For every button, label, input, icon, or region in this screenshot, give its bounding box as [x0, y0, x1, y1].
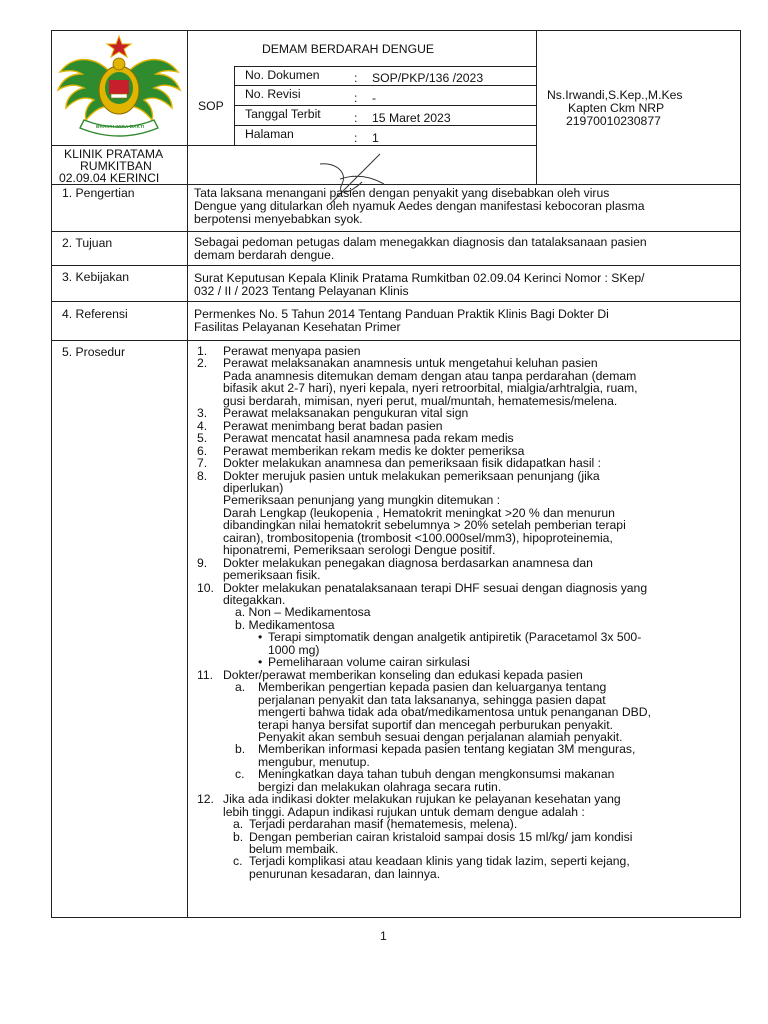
meta-label: No. Dokumen — [245, 68, 320, 82]
body-line: berpotensi menyebabkan syok. — [194, 212, 363, 226]
step-text: lebih tinggi. Adapun indikasi rujukan untuk demam dengue adalah : — [223, 804, 585, 819]
step-number: 7. — [197, 456, 208, 471]
body-line: demam berdarah dengue. — [194, 248, 335, 262]
body-line: Tata laksana menangani pasien dengan penyakit yang disebabkan oleh virus — [194, 186, 610, 200]
sub-step-text: Memberikan pengertian kepada pasien dan keluarganya tentang — [258, 680, 607, 695]
meta-sep: : — [354, 131, 358, 145]
body-line: 032 / II / 2023 Tentang Pelayanan Klinis — [194, 284, 409, 298]
step-number: 1. — [197, 344, 208, 358]
sop-label: SOP — [198, 99, 224, 113]
sub-step-text: Meningkatkan daya tahan tubuh dengan mengkonsumsi makanan — [258, 767, 615, 782]
step-text: Perawat memberikan rekam medis ke dokter pemeriksa — [223, 443, 525, 458]
sub-step-marker: b. — [235, 742, 246, 757]
body-line: Dengue yang ditularkan oleh nyamuk Aedes dengan manifestasi kebocoran plasma — [194, 199, 645, 213]
document-title: DEMAM BERDARAH DENGUE — [262, 42, 434, 56]
sub-step-text: mengubur, menutup. — [258, 754, 370, 769]
sub-step-marker: b. — [233, 829, 244, 844]
body-line: Sebagai pedoman petugas dalam menegakkan diagnosis dan tatalaksanaan pasien — [194, 235, 647, 249]
step-text: Dokter melakukan penatalaksanaan terapi DHF sesuai dengan diagnosis yang — [223, 580, 648, 595]
step-number: 9. — [197, 555, 208, 570]
clinic-logo — [54, 34, 184, 138]
step-text: Pada anamnesis ditemukan demam dengan atau tanpa perdarahan (demam — [223, 368, 637, 383]
sub-step-marker: a. — [233, 817, 244, 832]
step-number: 10. — [197, 580, 214, 595]
step-text: Jika ada indikasi dokter melakukan rujukan ke pelayanan kesehatan yang — [223, 792, 621, 807]
step-number: 4. — [197, 418, 208, 433]
signatory-nrp: 21970010230877 — [566, 114, 661, 128]
sub-step-text: bergizi dan melakukan olahraga secara rutin. — [258, 779, 502, 794]
signatory-rank: Kapten Ckm NRP — [568, 101, 665, 115]
sub-step-marker: a. — [235, 680, 246, 695]
step-number: 6. — [197, 443, 208, 458]
sub-step-marker: c. — [235, 767, 245, 782]
step-text: diperlukan) — [223, 480, 284, 495]
sub-step-text: mengerti bahwa tidak ada obat/medikamentosa untuk penanganan DBD, — [258, 705, 651, 720]
step-text: Dokter/perawat memberikan konseling dan edukasi kepada pasien — [223, 667, 583, 682]
bullet-icon: • — [258, 655, 263, 670]
step-number: 3. — [197, 406, 208, 421]
logo-motto: BHAKTI WIRA BAKTI — [96, 124, 145, 129]
page-number: 1 — [380, 929, 387, 943]
meta-value: 1 — [372, 131, 379, 145]
body-line: Permenkes No. 5 Tahun 2014 Tentang Panduan Praktik Klinis Bagi Dokter Di — [194, 307, 609, 321]
step-text: Perawat menimbang berat badan pasien — [223, 418, 443, 433]
section-label-tujuan: 2. Tujuan — [62, 236, 113, 250]
sub-step-text: Pemeliharaan volume cairan sirkulasi — [268, 655, 470, 670]
step-text: pemeriksaan fisik. — [223, 568, 321, 583]
step-text: Perawat mencatat hasil anamnesa pada rekam medis — [223, 431, 514, 446]
sub-step-text: belum membaik. — [249, 842, 339, 856]
step-number: 11. — [197, 667, 214, 682]
step-text: Darah Lengkap (leukopenia , Hematokrit meningkat >20 % dan menurun — [223, 505, 615, 520]
meta-label: No. Revisi — [245, 87, 301, 101]
section-label-referensi: 4. Referensi — [62, 307, 128, 321]
meta-sep: : — [354, 91, 358, 105]
meta-label: Halaman — [245, 127, 294, 141]
sub-step-text: Dengan pemberian cairan kristaloid sampai dosis 15 ml/kg/ jam kondisi — [249, 829, 633, 844]
step-text: gusi berdarah, mimisan, nyeri perut, mual/muntah, hematemesis/melena. — [223, 393, 618, 408]
clinic-name-line: KLINIK PRATAMA — [64, 147, 164, 161]
step-number: 5. — [197, 431, 208, 446]
sub-step-marker: c. — [233, 854, 243, 869]
sub-step-text: b. Medikamentosa — [235, 617, 335, 632]
body-line: Surat Keputusan Kepala Klinik Pratama Rumkitban 02.09.04 Kerinci Nomor : SKep/ — [194, 271, 645, 285]
step-number: 8. — [197, 468, 208, 483]
step-text: ditegakkan. — [223, 593, 286, 607]
step-number: 2. — [197, 356, 208, 371]
meta-sep: : — [354, 71, 358, 85]
clinic-name-line: RUMKITBAN — [80, 159, 152, 173]
sub-step-text: Terjadi perdarahan masif (hematemesis, melena). — [249, 817, 518, 832]
bullet-icon: • — [258, 630, 263, 645]
step-text: cairan), trombositopenia (trombosit <100.000sel/mm3), hipoproteinemia, — [223, 530, 613, 545]
sub-step-text: terapi hanya bersifat suportif dan mencegah perburukan penyakit. — [258, 717, 614, 732]
step-text: Pemeriksaan penunjang yang mungkin ditemukan : — [223, 493, 501, 508]
step-text: Dokter melakukan anamnesa dan pemeriksaan fisik didapatkan hasil : — [223, 456, 602, 471]
meta-label: Tanggal Terbit — [245, 107, 321, 121]
clinic-name-line: 02.09.04 KERINCI — [59, 171, 160, 185]
body-line: Fasilitas Pelayanan Kesehatan Primer — [194, 320, 401, 334]
step-text: Perawat menyapa pasien — [223, 344, 361, 358]
step-text: hiponatremi, Pemeriksaan serologi Dengue positif. — [223, 543, 496, 558]
signatory-name: Ns.Irwandi,S.Kep.,M.Kes — [547, 88, 683, 102]
meta-value: SOP/PKP/136 /2023 — [372, 71, 484, 85]
step-text: Dokter melakukan penegakan diagnosa berdasarkan anamnesa dan — [223, 555, 593, 570]
sub-step-text: 1000 mg) — [268, 642, 320, 657]
section-label-prosedur: 5. Prosedur — [62, 345, 126, 359]
sub-step-text: Memberikan informasi kepada pasien tentang kegiatan 3M menguras, — [258, 742, 636, 757]
step-text: Dokter merujuk pasien untuk melakukan pemeriksaan penunjang (jika — [223, 468, 600, 483]
sub-step-text: Terapi simptomatik dengan analgetik antipiretik (Paracetamol 3x 500- — [268, 630, 642, 645]
step-text: dibandingkan nilai hematokrit sebelumnya > 20% setelah pemberian terapi — [223, 518, 626, 533]
step-text: bifasik akut 2-7 hari), nyeri kepala, nyeri retroorbital, mialgia/arhtralgia, ruam, — [223, 381, 638, 396]
section-label-pengertian: 1. Pengertian — [62, 186, 135, 200]
sub-step-text: Terjadi komplikasi atau keadaan klinis yang tidak lazim, seperti kejang, — [249, 854, 630, 869]
sub-step-text: Penyakit akan sembuh sesuai dengan perjalanan alamiah penyakit. — [258, 729, 623, 744]
step-number: 12. — [197, 792, 214, 807]
meta-value: - — [372, 91, 377, 105]
section-label-kebijakan: 3. Kebijakan — [62, 270, 130, 284]
step-text: Perawat melaksanakan pengukuran vital sign — [223, 406, 469, 421]
meta-sep: : — [354, 111, 358, 125]
sub-step-text: perjalanan penyakit dan tata laksananya, sehingga pasien dapat — [258, 692, 606, 707]
sub-step-text: penurunan kesadaran, dan lainnya. — [249, 866, 441, 881]
step-text: Perawat melaksanakan anamnesis untuk mengetahui keluhan pasien — [223, 356, 598, 371]
sub-step-text: a. Non – Medikamentosa — [235, 605, 371, 620]
meta-value: 15 Maret 2023 — [372, 111, 451, 125]
